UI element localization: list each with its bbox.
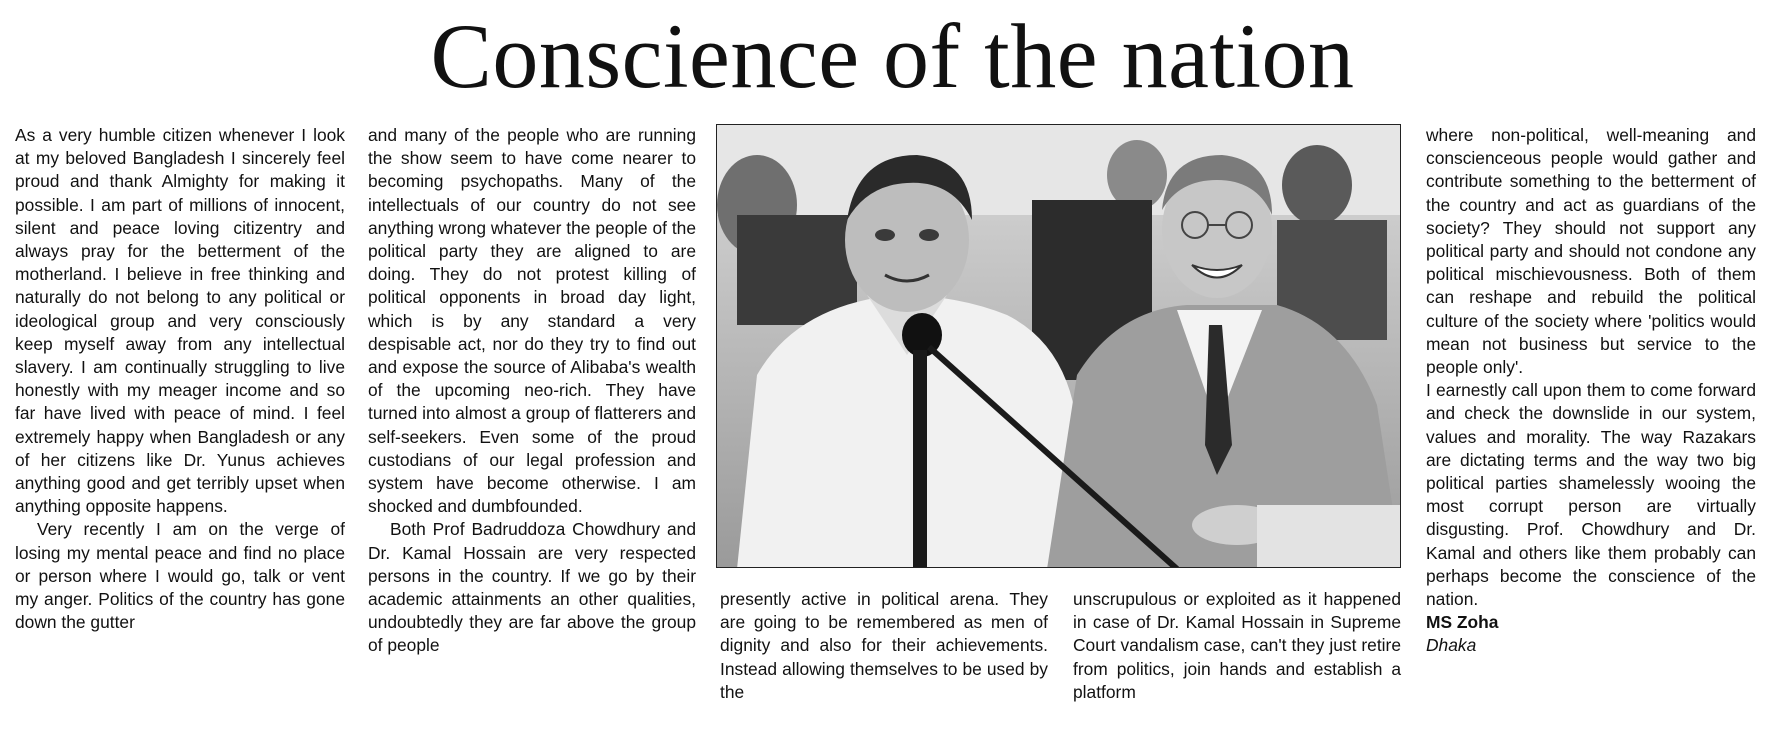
paragraph: where non-political, well-meaning and conscienceous people would gather and contribute something to the betterment of the country and act as guardians of the society? They should not support any political party and should not condone any political mischievousness. Both of them can reshape and rebuild the political culture of the society where 'politics would mean not business but service to the people only'.	[1426, 125, 1756, 378]
paragraph: Very recently I am on the verge of losing my mental peace and find no place or person where I would go, talk or vent my anger. Politics of the country has gone down the gutter	[15, 519, 345, 633]
paragraph: unscrupulous or exploited as it happened in case of Dr. Kamal Hossain in Supreme Court vandalism case, can't they just retire from politics, join hands and establish a platform	[1073, 589, 1401, 702]
paragraph: I earnestly call upon them to come forward and check the downslide in our system, values and morality. The way Razakars are dictating terms and the way two big political parties shamelessly wooing the most corrupt person are virtually disgusting. Prof. Chowdhury and Dr. Kamal and others like them probably can perhaps become the conscience of the nation.	[1426, 380, 1756, 610]
article-column-2	[368, 124, 696, 658]
paragraph: Both Prof Badruddoza Chowdhury and Dr. Kamal Hossain are very respected persons in the country. If we go by their academic attainments an other qualities, undoubtedly they are far above the group of people	[368, 519, 696, 656]
author-name: MS Zoha	[1426, 612, 1499, 633]
article-column-3	[720, 588, 1048, 704]
paragraph: and many of the people who are running the show seem to have come nearer to becoming psychopaths. Many of the intellectuals of our country do not see anything wrong whatever the people of the political party they are aligned to are doing. They do not protest killing of political opponents in broad day light, which is by any standard a very despisable act, nor do they try to find out and expose the source of Alibaba's wealth of the upcoming neo-rich. They have turned into almost a group of flatterers and self-seekers. Even some of the proud custodians of our legal profession and system have become otherwise. I am shocked and dumbfounded.	[368, 125, 696, 517]
article-column-4	[1073, 588, 1401, 704]
photo-two-men-at-microphone	[717, 125, 1401, 568]
article-column-1	[15, 124, 345, 634]
paragraph: presently active in political arena. They are going to be remembered as men of dignity and also for their achievements. Instead allowing themselves to be used by the	[720, 589, 1048, 702]
article-column-5	[1426, 124, 1756, 658]
news-photo	[716, 124, 1401, 568]
paragraph: As a very humble citizen whenever I look at my beloved Bangladesh I sincerely feel proud and thank Almighty for making it possible. I am part of millions of innocent, silent and peace loving citizentry and always pray for the betterment of the motherland. I believe in free thinking and naturally do not belong to any political or ideological group and very consciously keep myself away from any intellectual slavery. I am continually struggling to live honestly with my meager income and so far have lived with peace of mind. I feel extremely happy when Bangladesh or any of her citizens like Dr. Yunus achieves anything good and get terribly upset when anything opposite happens.	[15, 125, 345, 517]
author-location: Dhaka	[1426, 635, 1477, 656]
headline: Conscience of the nation	[430, 5, 1355, 107]
